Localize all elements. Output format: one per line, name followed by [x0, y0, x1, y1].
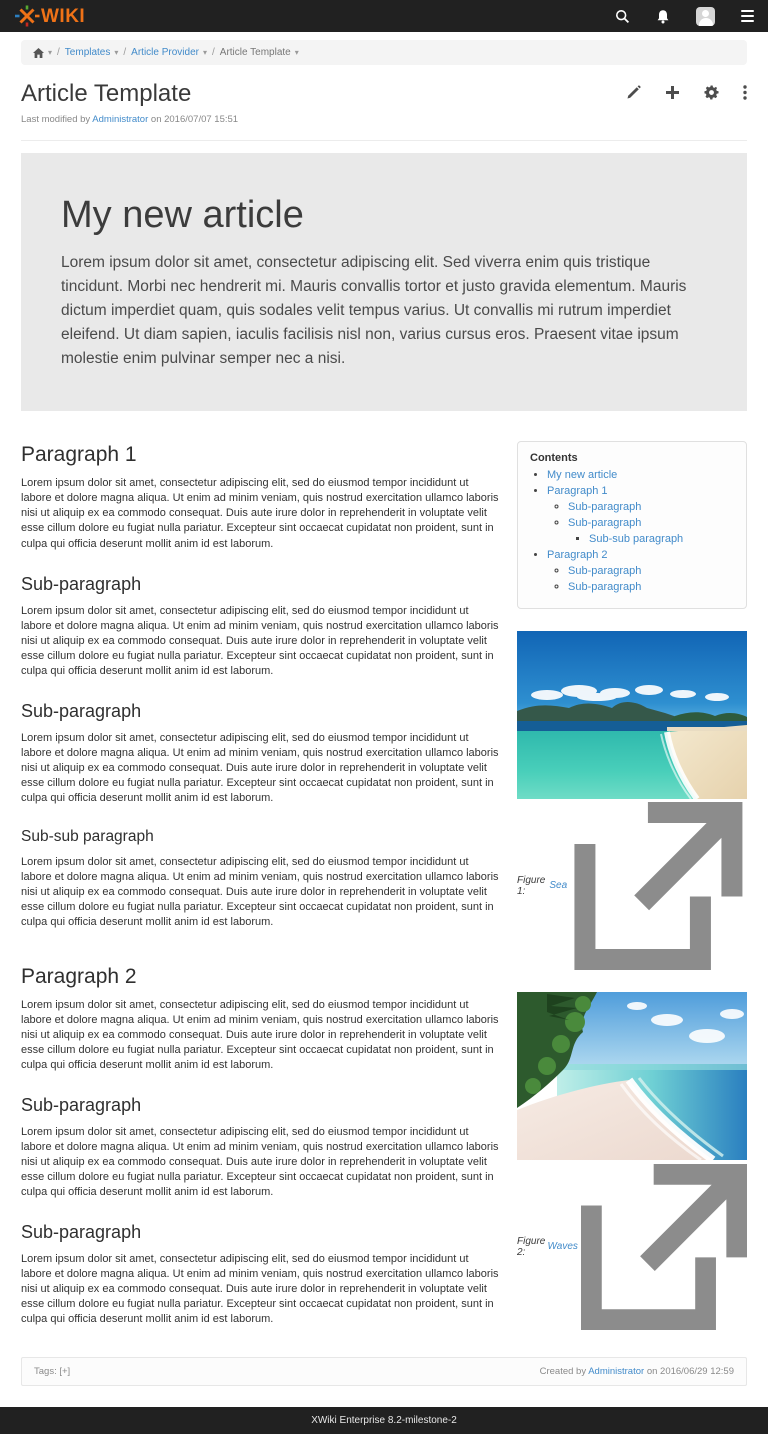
xwiki-logo-text: WIKI	[41, 5, 86, 27]
chevron-down-icon[interactable]: ▾	[114, 48, 119, 57]
chevron-down-icon[interactable]: ▾	[294, 48, 299, 57]
add-tag-button[interactable]: [+]	[59, 1365, 71, 1377]
section-text: Lorem ipsum dolor sit amet, consectetur adipiscing elit, sed do eiusmod tempor incididunt ut labore et dolore magna aliqua. Ut enim ad minim veniam, quis nostrud exercitation ullamco laboris nisi ut aliquip ex ea commodo consequat. Duis aute irure dolor in reprehenderit in voluptate velit esse cillum dolore eu fugiat nulla pariatur. Excepteur sint occaecat cupidatat non proident, sunt in culpa qui officia deserunt mollit anim id est laborum.	[21, 1253, 499, 1326]
breadcrumb: ▾ / Templates ▾ / Article Provider ▾ / Article Template ▾	[21, 40, 747, 65]
article-title: My new article	[61, 194, 304, 237]
created-line: Created by Administrator on 2016/06/29 12:59	[539, 1365, 734, 1377]
section-heading: Sub-sub paragraph	[21, 828, 154, 846]
section-heading: Sub-paragraph	[21, 573, 142, 594]
hamburger-menu-icon[interactable]	[741, 10, 754, 22]
home-icon	[33, 48, 44, 58]
pencil-icon[interactable]	[626, 85, 641, 100]
external-link-icon	[570, 802, 747, 970]
bell-icon[interactable]	[656, 9, 670, 24]
section-heading: Sub-paragraph	[21, 1222, 142, 1243]
xwiki-logo-x-icon	[14, 4, 40, 28]
toc-item	[589, 532, 734, 548]
avatar-head	[702, 10, 709, 17]
breadcrumb-item-article-template[interactable]	[220, 47, 299, 58]
figure-caption: Figure 1: Sea	[517, 802, 747, 970]
page-actions	[626, 81, 747, 100]
user-avatar[interactable]	[696, 7, 715, 26]
sea-photo	[517, 631, 747, 799]
modified-by-link[interactable]: Administrator	[92, 114, 149, 126]
toc-item	[568, 500, 734, 516]
toc-link[interactable]: My new article	[547, 469, 618, 482]
gear-icon[interactable]	[704, 85, 719, 100]
chevron-down-icon[interactable]: ▾	[202, 48, 207, 57]
toc-link[interactable]: Sub-paragraph	[568, 564, 642, 577]
article-hero	[21, 153, 747, 411]
header-divider	[21, 140, 747, 141]
toc-link[interactable]: Sub-sub paragraph	[589, 533, 684, 546]
figure-link[interactable]: Sea	[549, 880, 568, 892]
section-sub-sub-paragraph	[21, 828, 501, 930]
section-text: Lorem ipsum dolor sit amet, consectetur adipiscing elit, sed do eiusmod tempor incididunt ut labore et dolore magna aliqua. Ut enim ad minim veniam, quis nostrud exercitation ullamco laboris nisi ut aliquip ex ea commodo consequat. Duis aute irure dolor in reprehenderit in voluptate velit esse cillum dolore eu fugiat nulla pariatur. Excepteur sint occaecat cupidatat non proident, sunt in culpa qui officia deserunt mollit anim id est laborum.	[21, 856, 499, 929]
toc-item	[547, 548, 734, 596]
footer-spacer	[0, 1386, 768, 1407]
search-icon[interactable]	[615, 9, 630, 24]
article-body	[21, 441, 501, 1327]
toc-item	[568, 564, 734, 580]
section-text: Lorem ipsum dolor sit amet, consectetur adipiscing elit, sed do eiusmod tempor incididunt ut labore et dolore magna aliqua. Ut enim ad minim veniam, quis nostrud exercitation ullamco laboris nisi ut aliquip ex ea commodo consequat. Duis aute irure dolor in reprehenderit in voluptate velit esse cillum dolore eu fugiat nulla pariatur. Excepteur sint occaecat cupidatat non proident, sunt in culpa qui officia deserunt mollit anim id est laborum.	[21, 477, 499, 550]
breadcrumb-home[interactable]	[33, 48, 52, 58]
top-navbar	[0, 0, 768, 32]
page-title: Article Template	[21, 80, 192, 107]
section-sub-paragraph	[21, 701, 501, 806]
toc-item	[547, 468, 734, 484]
article-lead: Lorem ipsum dolor sit amet, consectetur adipiscing elit. Sed viverra enim quis tristique tincidunt. Morbi nec hendrerit mi. Mauris convallis tortor et justo gravida elementum. Mauris dictum imperdiet quam, quis sodales velit tempus varius. Ut convallis mi rutrum imperdiet eleifend. Ut diam sapien, iaculis facilisis nisl non, varius cursus eros. Praesent vitae ipsum molestie enim pulvinar semper nec a nisi.	[61, 254, 687, 368]
tags-line: Tags: [+]	[34, 1365, 71, 1377]
toc-item	[547, 484, 734, 548]
external-link-icon	[581, 1163, 747, 1331]
breadcrumb-item-templates[interactable]	[65, 47, 119, 58]
site-footer	[0, 1407, 768, 1434]
breadcrumb-link[interactable]: Article Provider	[131, 47, 199, 58]
kebab-menu-icon[interactable]	[743, 85, 747, 100]
figure-caption: Figure 2: Waves	[517, 1163, 747, 1331]
waves-photo	[517, 992, 747, 1160]
section-heading: Paragraph 1	[21, 443, 137, 467]
version-label: XWiki Enterprise 8.2-milestone-2	[311, 1414, 457, 1426]
section-text: Lorem ipsum dolor sit amet, consectetur adipiscing elit, sed do eiusmod tempor incididunt ut labore et dolore magna aliqua. Ut enim ad minim veniam, quis nostrud exercitation ullamco laboris nisi ut aliquip ex ea commodo consequat. Duis aute irure dolor in reprehenderit in voluptate velit esse cillum dolore eu fugiat nulla pariatur. Excepteur sint occaecat cupidatat non proident, sunt in culpa qui officia deserunt mollit anim id est laborum.	[21, 731, 499, 805]
content-area	[21, 441, 747, 1331]
avatar-body	[699, 18, 713, 26]
toc-link[interactable]: Paragraph 2	[547, 548, 608, 561]
section-paragraph-2	[21, 965, 501, 1073]
toc-item	[568, 580, 734, 596]
section-sub-paragraph	[21, 1095, 501, 1200]
toc-link[interactable]: Sub-paragraph	[568, 580, 642, 593]
table-of-contents	[517, 441, 747, 609]
toc-link[interactable]: Paragraph 1	[547, 485, 608, 498]
xwiki-logo[interactable]	[14, 4, 85, 28]
breadcrumb-link[interactable]: Templates	[64, 47, 111, 58]
figure-sea	[517, 631, 747, 970]
toc-title: Contents	[530, 452, 578, 465]
section-paragraph-1	[21, 443, 501, 551]
plus-icon[interactable]	[665, 85, 680, 100]
chevron-down-icon[interactable]: ▾	[48, 48, 53, 57]
section-heading: Sub-paragraph	[21, 700, 142, 721]
toc-item	[568, 516, 734, 548]
breadcrumb-item-article-provider[interactable]	[131, 47, 207, 58]
document-info-bar	[21, 1357, 747, 1386]
section-text: Lorem ipsum dolor sit amet, consectetur adipiscing elit, sed do eiusmod tempor incididunt ut labore et dolore magna aliqua. Ut enim ad minim veniam, quis nostrud exercitation ullamco laboris nisi ut aliquip ex ea commodo consequat. Duis aute irure dolor in reprehenderit in voluptate velit esse cillum dolore eu fugiat nulla pariatur. Excepteur sint occaecat cupidatat non proident, sunt in culpa qui officia deserunt mollit anim id est laborum.	[21, 604, 499, 677]
figure-link[interactable]: Waves	[547, 1241, 578, 1253]
last-modified-line: Last modified by Administrator on 2016/07/07 15:51	[21, 114, 239, 126]
toc-link[interactable]: Sub-paragraph	[568, 517, 642, 530]
section-heading: Paragraph 2	[21, 964, 137, 988]
created-by-link[interactable]: Administrator	[588, 1365, 645, 1377]
toc-link[interactable]: Sub-paragraph	[568, 501, 642, 514]
section-sub-paragraph	[21, 574, 501, 679]
section-sub-paragraph	[21, 1222, 501, 1327]
breadcrumb-current: Article Template	[219, 47, 291, 58]
section-text: Lorem ipsum dolor sit amet, consectetur adipiscing elit, sed do eiusmod tempor incididunt ut labore et dolore magna aliqua. Ut enim ad minim veniam, quis nostrud exercitation ullamco laboris nisi ut aliquip ex ea commodo consequat. Duis aute irure dolor in reprehenderit in voluptate velit esse cillum dolore eu fugiat nulla pariatur. Excepteur sint occaecat cupidatat non proident, sunt in culpa qui officia deserunt mollit anim id est laborum.	[21, 998, 499, 1071]
section-text: Lorem ipsum dolor sit amet, consectetur adipiscing elit, sed do eiusmod tempor incididunt ut labore et dolore magna aliqua. Ut enim ad minim veniam, quis nostrud exercitation ullamco laboris nisi ut aliquip ex ea commodo consequat. Duis aute irure dolor in reprehenderit in voluptate velit esse cillum dolore eu fugiat nulla pariatur. Excepteur sint occaecat cupidatat non proident, sunt in culpa qui officia deserunt mollit anim id est laborum.	[21, 1125, 499, 1199]
page-header	[21, 81, 747, 125]
sidebar	[517, 441, 747, 1331]
section-heading: Sub-paragraph	[21, 1094, 142, 1115]
